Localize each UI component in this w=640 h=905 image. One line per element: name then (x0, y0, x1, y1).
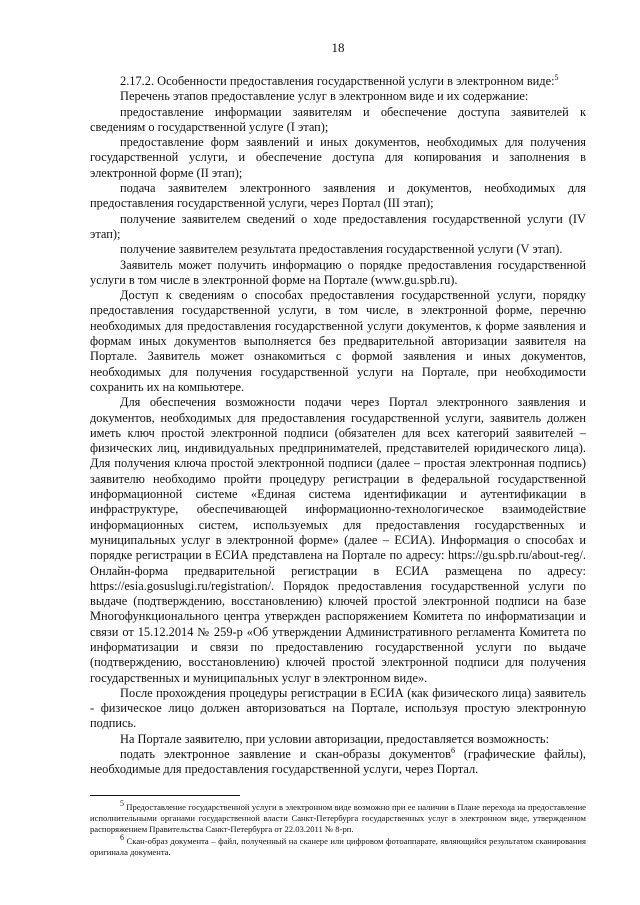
paragraph-text-tail: (графические файлы), необходимые для предоставления государственной услуги, через Портал. (90, 747, 586, 777)
footnote-ref: 6 (450, 745, 455, 755)
paragraph-info-portal: Заявитель может получить информацию о порядке предоставления государственной услуги в том числе в электронной форме на Портале (www.gu.spb.ru). (90, 257, 586, 287)
footnote-5 (90, 799, 586, 836)
paragraph-2-17-2 (90, 74, 586, 89)
footnotes (90, 795, 586, 858)
paragraph-submit-application (90, 747, 586, 778)
paragraph-text: подать электронное заявление и скан-образы документов (120, 747, 451, 762)
body-text (90, 74, 586, 778)
paragraph-stage-5: получение заявителем результата предоставления государственной услуги (V этап). (120, 242, 563, 257)
footnote-text: Скан-образ документа – файл, полученный на сканере или цифровом фотоаппарате, являющийся результатом сканирования оригинала документа. (90, 835, 586, 857)
paragraph-esia-registration: Для обеспечения возможности подачи через Портал электронного заявления и документов, необходимых для предоставления государственной услуги, заявитель должен иметь ключ простой электронной подписи (обязателен для всех категорий заявителей – физических лиц, индивидуальных предпринимателей, представителей юридического лица). Для получения ключа простой электронной подписи (далее – простая электронная подпись) заявителю необходимо пройти процедуру регистрации в федеральной государственной информационной системе «Единая система идентификации и аутентификации в инфраструктуре, обеспечивающей информационно-технологическое взаимодействие информационных систем, используемых для предоставления государственных и муниципальных услуг в электронной форме» (далее – ЕСИА). Информация о способах и порядке регистрации в ЕСИА представлена на Портале по адресу: https://gu.spb.ru/about-reg/. Онлайн-форма предварительной регистрации в ЕСИА размещена по адресу: https://esia.gosuslugi.ru/registration/. Порядок предоставления государственной услуги по выдаче (подтверждению, восстановлению) ключей простой электронной подписи на базе Многофункционального центра утвержден распоряжением Комитета по информатизации и связи от 15.12.2014 № 259-р «Об утверждении Административного регламента Комитета по информатизации и связи по предоставлению государственной услуги по выдаче (подтверждению, восстановлению) ключей простой электронной подписи для получения государственных и муниципальных услуг в электронном виде». (90, 395, 586, 685)
footnote-ref: 5 (554, 72, 559, 82)
paragraph-stage-3: подача заявителем электронного заявления и документов, необходимых для предоставления государственной услуги, через Портал (III этап); (90, 181, 586, 211)
paragraph-portal-possibility: На Портале заявителю, при условии авторизации, предоставляется возможность: (120, 731, 550, 746)
paragraph-stage-4: получение заявителем сведений о ходе предоставления государственной услуги (IV этап); (90, 211, 586, 241)
footnote-divider (90, 795, 240, 796)
paragraph-stages-intro: Перечень этапов предоставление услуг в электронном виде и их содержание: (120, 89, 529, 104)
paragraph-text: 2.17.2. Особенности предоставления государственной услуги в электронном виде: (120, 74, 555, 88)
paragraph-access-info: Доступ к сведениям о способах предоставления государственной услуги, порядку предоставления государственной услуги, в том числе, в электронной форме, перечню необходимых для предоставления государственной услуги документов, к форме заявления и формам иных документов выполняется без предварительной авторизации заявителя на Портале. Заявитель может ознакомиться с формой заявления и иных документов, необходимых для получения государственной услуги на Портале, при необходимости сохранить их на компьютере. (90, 288, 586, 394)
footnote-6 (90, 832, 586, 858)
footnote-text: Предоставление государственной услуги в электронном виде возможно при ее наличии в Плане перехода на предоставление исполнительными органами государственной власти Санкт-Петербурга государственных услуг в электронном виде, утвержденном распоряжением Правительства Санкт-Петербурга от 22.03.2011 № 8-рп. (90, 802, 586, 835)
page-number: 18 (331, 40, 345, 55)
footnote-mark: 5 (120, 799, 124, 809)
paragraph-stage-1: предоставление информации заявителям и обеспечение доступа заявителей к сведениям о государственной услуге (I этап); (90, 104, 586, 134)
paragraph-stage-2: предоставление форм заявлений и иных документов, необходимых для получения государственной услуги, и обеспечение доступа для копирования и заполнения в электронной форме (II этап); (90, 135, 586, 180)
footnote-mark: 6 (120, 832, 124, 842)
paragraph-after-registration: После прохождения процедуры регистрации в ЕСИА (как физического лица) заявитель - физическое лицо должен авторизоваться на Портале, используя простую электронную подпись. (90, 685, 586, 731)
